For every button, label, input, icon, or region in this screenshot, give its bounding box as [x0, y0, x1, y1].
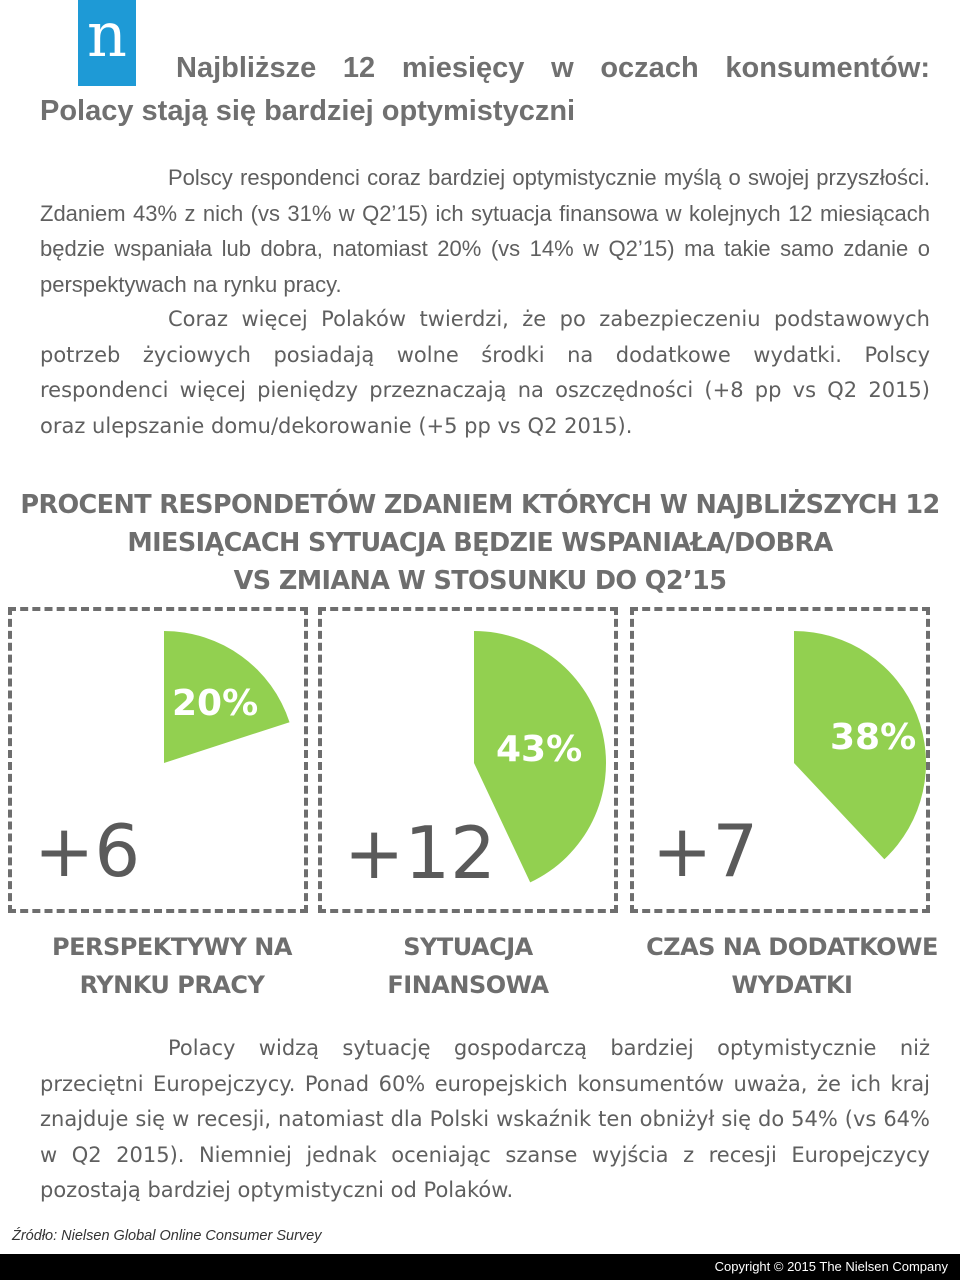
chart-panel-financial-situation	[318, 607, 618, 913]
title-word: miesięcy	[401, 52, 525, 84]
intro-paragraph-2-text: Coraz więcej Polaków twierdzi, że po zabezpieczeniu podstawowych potrzeb życiowych posiadają wolne środki na dodatkowe wydatki. Polscy respondenci więcej pieniędzy przeznaczają na oszczędności (+8 pp vs Q2 2015) oraz ulepszanie domu/dekorowanie (+5 pp vs Q2 2015).	[40, 307, 930, 438]
value-label-job-prospects: 20%	[172, 683, 259, 724]
intro-paragraph-2	[40, 302, 930, 444]
title-word: Najbliższe	[176, 52, 317, 84]
intro-paragraph-1	[40, 160, 930, 302]
category-label-line2: RYNKU PRACY	[79, 971, 265, 999]
value-label-financial-situation: 43%	[496, 729, 583, 770]
chart-panel-extra-spending	[630, 607, 930, 913]
chart-heading	[20, 486, 940, 600]
footer-bar	[0, 1254, 960, 1280]
intro-paragraph-1-text: Polscy respondenci coraz bardziej optymistycznie myślą o swojej przyszłości. Zdaniem 43% z nich (vs 31% w Q2’15) ich sytuacja finansowa w kolejnych 12 miesiącach będzie wspaniała lub dobra, natomiast 20% (vs 14% w Q2’15) ma takie samo zdanie o perspektywach na rynku pracy.	[40, 165, 930, 297]
chart-heading-line2: MIESIĄCACH SYTUACJA BĘDZIE WSPANIAŁA/DOBRA	[127, 528, 833, 558]
page-title-line2: Polacy stają się bardziej optymistyczni	[40, 95, 576, 127]
chart-heading-line3: VS ZMIANA W STOSUNKU DO Q2’15	[233, 566, 727, 596]
category-label-financial-situation	[318, 928, 618, 1004]
nielsen-logo	[78, 0, 136, 86]
page-title-line1	[176, 52, 930, 85]
source-note: Źródło: Nielsen Global Online Consumer Survey	[12, 1228, 322, 1244]
change-label-job-prospects: +6	[34, 809, 141, 893]
category-label-line2: WYDATKI	[731, 971, 853, 999]
chart-panel-job-prospects	[8, 607, 308, 913]
category-label-line1: CZAS NA DODATKOWE	[646, 933, 938, 961]
title-word: oczach	[600, 52, 699, 84]
value-label-extra-spending: 38%	[830, 717, 917, 758]
category-label-extra-spending	[642, 928, 942, 1004]
change-label-financial-situation: +12	[344, 811, 496, 895]
title-word: 12	[342, 52, 376, 84]
category-label-line1: SYTUACJA	[403, 933, 533, 961]
change-label-extra-spending: +7	[652, 809, 759, 893]
logo-letter: n	[87, 0, 127, 71]
chart-heading-line1: PROCENT RESPONDETÓW ZDANIEM KTÓRYCH W NAJBLIŻSZYCH 12	[20, 490, 940, 520]
outro-paragraph-text: Polacy widzą sytuację gospodarczą bardziej optymistycznie niż przeciętni Europejczycy. Ponad 60% europejskich konsumentów uważa, że ich kraj znajduje się w recesji, natomiast dla Polski wskaźnik ten obniżył się do 54% (vs 64% w Q2 2015). Niemniej jednak oceniając szanse wyjścia z recesji Europejczycy pozostają bardziej optymistyczni od Polaków.	[40, 1036, 930, 1202]
title-word: w	[551, 52, 574, 84]
title-word: konsumentów:	[725, 52, 930, 84]
copyright-text: Copyright © 2015 The Nielsen Company	[714, 1259, 948, 1274]
category-label-job-prospects	[22, 928, 322, 1004]
category-label-line1: PERSPEKTYWY NA	[52, 933, 292, 961]
category-label-line2: FINANSOWA	[387, 971, 549, 999]
outro-paragraph	[40, 1031, 930, 1209]
